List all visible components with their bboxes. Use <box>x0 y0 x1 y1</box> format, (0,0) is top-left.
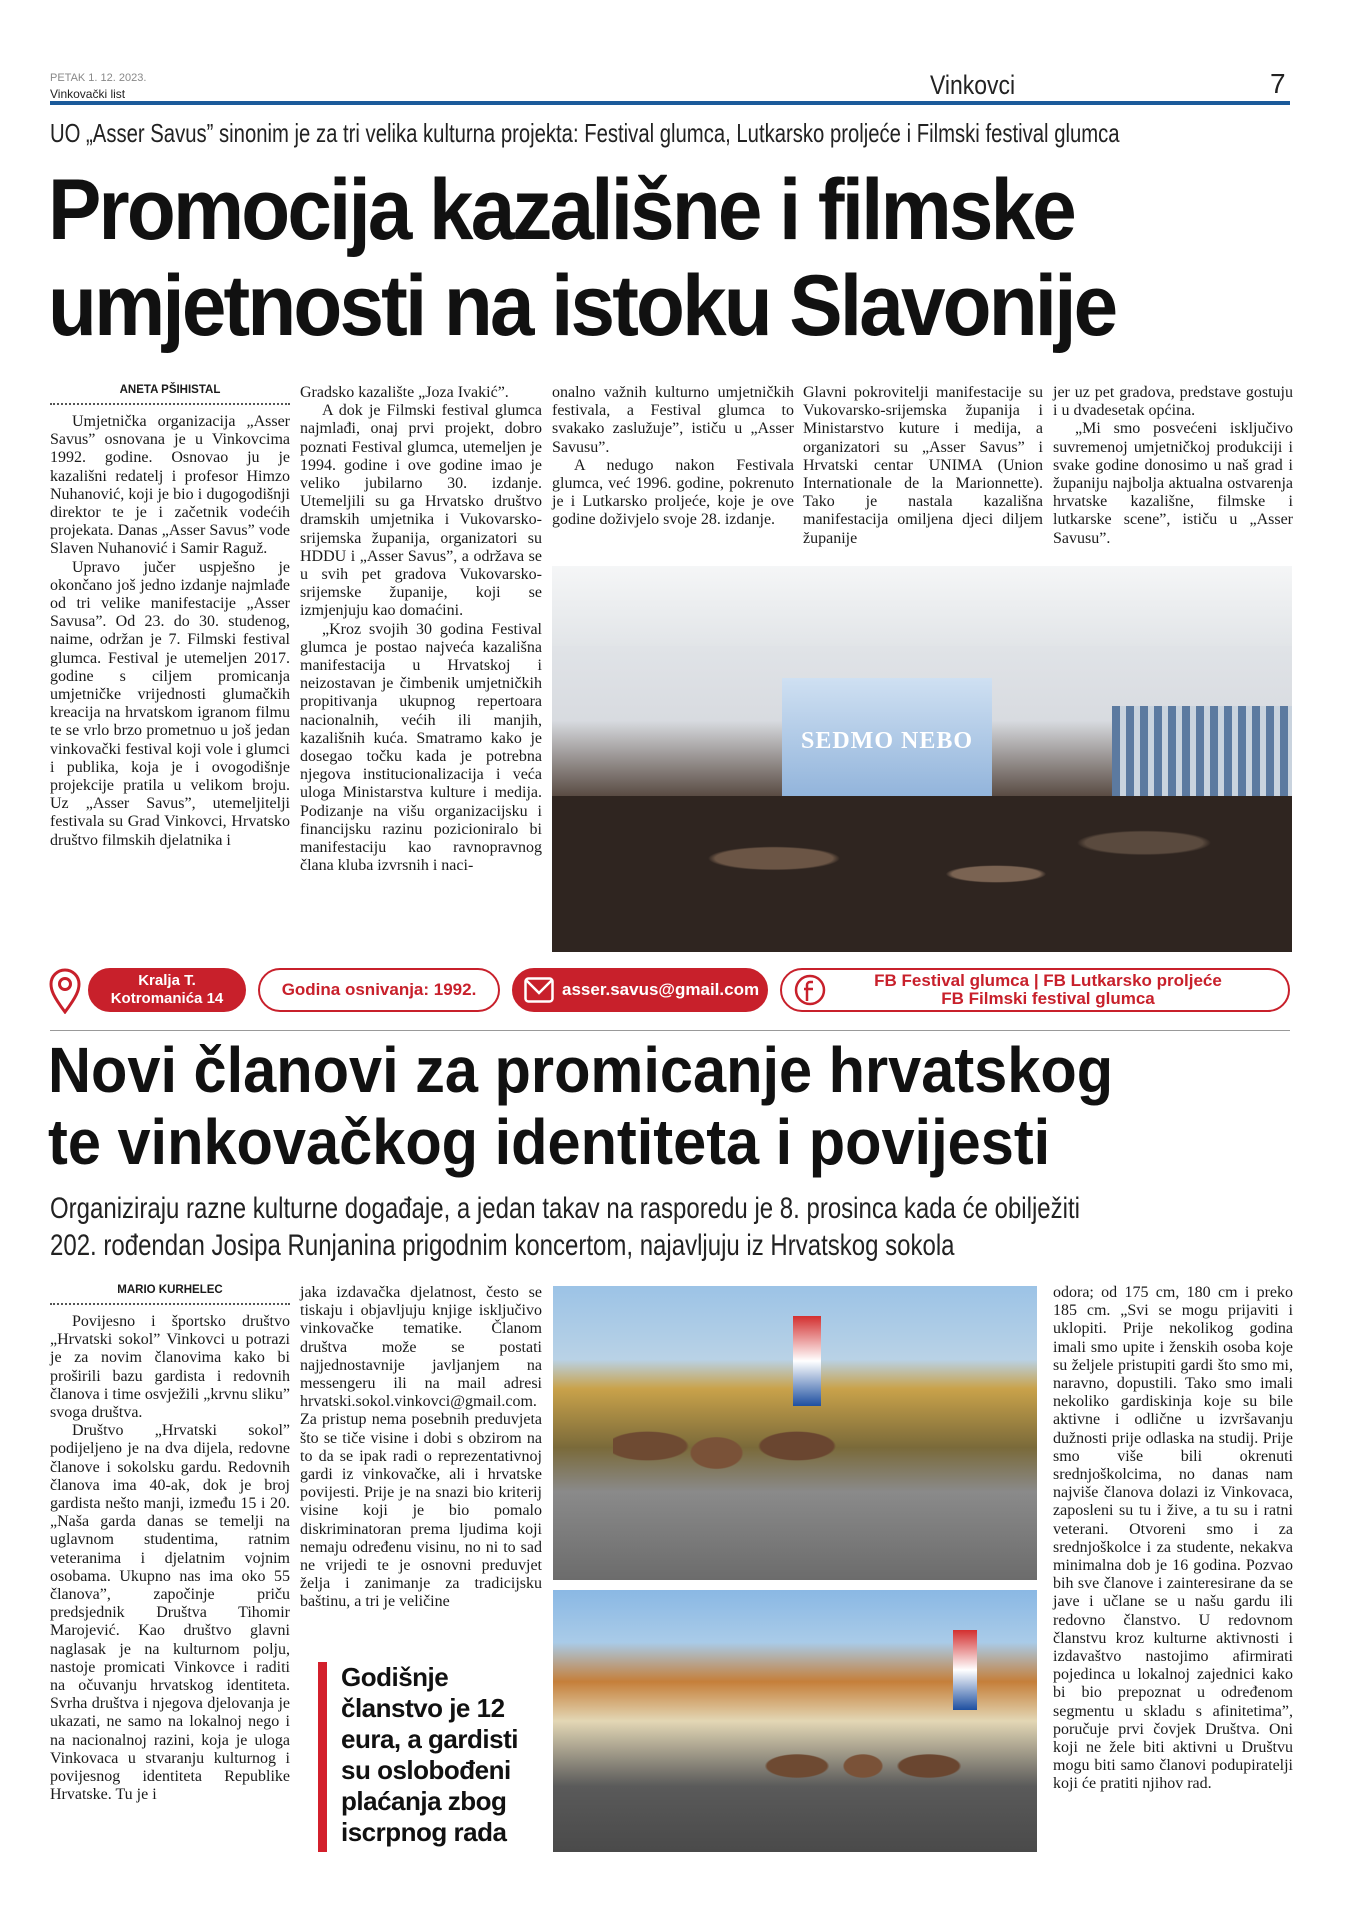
paragraph: A nedugo nakon Festivala glumca, već 1996. godine, pokrenuto je i Lutkarsko proljeće, koje je ove godine doživjelo svoje 28. izdanje. <box>552 456 794 529</box>
facebook-pages: FB Festival glumca | FB Lutkarsko proljeće <box>874 971 1222 990</box>
paragraph: Glavni pokrovitelji manifestacije su Vukovarsko-srijemska županija i Ministarstvo kuture i medija, a organizatori su „Asser Savus” i Hrvatski centar UNIMA (Union Internationale de la Marionnette). Tako je nastala kazališna manifestacija omiljena djeci diljem županije <box>803 384 1043 547</box>
byline: MARIO KURHELEC <box>50 1284 290 1305</box>
headline-line: Novi članovi za promicanje hrvatskog <box>48 1034 1114 1106</box>
issue-date: PETAK 1. 12. 2023. <box>50 72 147 84</box>
paragraph: Društvo „Hrvatski sokol” podijeljeno je na dva dijela, redovne članove i sokolsku gardu. Redovnih članova ima 40-ak, dok je broj gardista nešto manji, između 15 i 20. „Naša garda danas se temelji na uglavnom studentima, ratnim veteranima i djelatnim vojnim osobama. Ukupno nas ima oko 55 članova”, započinje priču predsjednik Društva Tihomir Marojević. Kao društvo glavni naglasak je na kulturnom polju, nastoje promicati Vinkovce i raditi na očuvanju hrvatskog identiteta. Svrha društva i njegova djelovanja je ukazati, ne samo na lokalnoj nego i na nacionalnoj razini, koja je uloga Vinkovaca u stvaranju kulturnog i povijesnog identiteta Republike Hrvatske. Tu je i <box>50 1422 290 1804</box>
article1-headline <box>48 162 1220 354</box>
paragraph: „Kroz svojih 30 godina Festival glumca je postao najveća kazališna manifestacija u Hrvatskoj i neizostavan je čimbenik umjetničkih propitivanja ukupnog repertoara nacionalnih, većih ili manjih, kazališnih kuća. Smatramo kako je dosegao točku kada je potrebna njegova institucionalizacija i veća uloga Ministarstva kulture i medija. Podizanje na višu organizacijsku i financijsku razinu pozicioniralo bi manifestaciju kao ravnopravnog člana kluba izvrsnih i naci- <box>300 620 542 875</box>
paragraph: Umjetnička organizacija „Asser Savus” osnovana je u Vinkovcima 1992. godine. Osnovao ju je kazališni redatelj i profesor Himzo Nuhanović, koji je bio i dugogodišnji direktor te je i začetnik vodećih projekata. Danas „Asser Savus” vode Slaven Nuhanović i Samir Raguž. <box>50 413 290 558</box>
article1-kicker: UO „Asser Savus” sinonim je za tri velika kulturna projekta: Festival glumca, Lutkarsko proljeće i Filmski festival glumca <box>50 118 1120 148</box>
article2-deck <box>50 1190 1080 1264</box>
article2-column-5 <box>1053 1284 1293 1794</box>
section-title: Vinkovci <box>930 70 1016 100</box>
mail-icon <box>524 977 554 1003</box>
address-line: Kotromanića 14 <box>110 990 224 1007</box>
article1-column-2 <box>300 384 542 875</box>
article1-column-5 <box>1053 384 1293 548</box>
article1-column-3 <box>552 384 794 530</box>
newspaper-name: Vinkovački list <box>50 87 126 101</box>
article2-headline <box>48 1034 1113 1178</box>
article-divider <box>50 1030 1290 1031</box>
paragraph: Upravo jučer uspješno je okončano još jedno izdanje najmlađe od tri velike manifestacije „Asser Savusa”. Od 23. do 30. studenog, naime, održan je 7. Filmski festival glumca. Festival je utemeljen 2017. godine s ciljem promicanja umjetničke vrijednosti glumačkih kreacija na hrvatskom igranom filmu te se vrlo brzo prometnuo u još jedan vinkovački festival koji vole i glumci i publika, koja je i ovogodišnje projekcije pratila u velikom broju. Uz „Asser Savus”, utemeljitelji festivala su Grad Vinkovci, Hrvatsko društvo filmskih djelatnika i <box>50 558 290 849</box>
address-badge <box>88 968 246 1012</box>
deck-line: Organiziraju razne kulturne događaje, a jedan takav na rasporedu je 8. prosinca kada će obilježiti <box>50 1192 1080 1225</box>
pull-quote: Godišnje članstvo je 12 eura, a gardisti su oslobođeni plaćanja zbog iscrpnog rada <box>318 1662 548 1852</box>
facebook-pages: FB Filmski festival glumca <box>941 989 1155 1008</box>
paragraph: „Mi smo posvećeni isključivo suvremenoj umjetničkoj produkciji i svake godine donosimo u naš grad i županiju najbolja aktualna ostvarenja hrvatske kazališne, filmske i lutkarske scene”, ističu u „Asser Savusu”. <box>1053 420 1293 547</box>
founded-badge: Godina osnivanja: 1992. <box>258 968 500 1012</box>
cinema-audience-photo <box>552 566 1292 952</box>
paragraph: onalno važnih kulturno umjetničkih festivala, a Festival glumca to svakako zaslužuje”, ističu u „Asser Savusu”. <box>552 384 794 456</box>
guard-march-photo-1 <box>553 1286 1037 1580</box>
paragraph: jaka izdavačka djelatnost, često se tiskaju i objavljuju knjige isključivo vinkovačke tematike. Članom društva može se postati najjednostavnije javljanjem na messengeru ili na mail adresi hrvatski.sokol.vinkovci@gmail.com. Za pristup nema posebnih preduvjeta što se tiče visine i dobi s obzirom na to da se ipak radi o reprezentativnoj gardi iz vinkovačke, ali i hrvatske povijesti. Prije je na snazi bio kriterij visine koji je bio pomalo diskriminatoran prema ljudima koji nemaju određenu visinu, no ni to sad ne vrijedi te je osnovni preduvjet želja i zanimanje za tradicijsku baštinu, a tri je veličine <box>300 1284 542 1611</box>
paragraph: jer uz pet gradova, predstave gostuju i u dvadesetak općina. <box>1053 384 1293 420</box>
paragraph: odora; od 175 cm, 180 cm i preko 185 cm. „Svi se mogu prijaviti i uklopiti. Prije nekolikog godina imali smo upite i ženskih osoba koje su željele pristupiti gardi što smo mi, naravno, dopustili. Tako smo imali nekoliko gardiskinja koje su bile aktivne i odlične u izvršavanju dužnosti prije odlaska na studij. Prije smo više bili okrenuti srednjoškolcima, no danas nam najviše članova dolazi iz Vinkovaca, zaposleni su tu i žive, a tu su i ratni veterani. Otvoreni smo i za srednjoškolce i za studente, nekakva minimalna dob je 16 godina. Pozvao bih sve članove i zainteresirane da se jave i učlane se u našu gardu ili redovno članstvo. U redovnom članstvu kroz kulturne aktivnosti i izdavaštvo nastojimo afirmirati pojedinca u lokalnoj zajednici kako bi bio prepoznat u određenom segmentu u skladu s afinitetima”, poručuje prvi čovjek Društva. Oni koji ne žele biti aktivni u Društvu mogu biti samo članovi podupiratelji koji će pratiti njihov rad. <box>1053 1284 1293 1793</box>
article2-column-2 <box>300 1284 542 1612</box>
deck-line: 202. rođendan Josipa Runjanina prigodnim koncertom, najavljuju iz Hrvatskog sokola <box>50 1229 955 1262</box>
header-rule <box>50 101 1290 105</box>
headline-line: Promocija kazališne i filmske <box>48 162 1075 258</box>
facebook-badge[interactable] <box>780 968 1290 1012</box>
location-pin-icon <box>48 968 82 1014</box>
paragraph: Gradsko kazalište „Joza Ivakić”. <box>300 384 509 401</box>
page-number: 7 <box>1270 68 1286 99</box>
email-address[interactable]: asser.savus@gmail.com <box>562 980 760 999</box>
byline: ANETA PŠIHISTAL <box>50 384 290 405</box>
guard-march-photo-2 <box>553 1590 1037 1852</box>
paragraph: Povijesno i športsko društvo „Hrvatski sokol” Vinkovci u potrazi je za novim članovima kako bi proširili bazu gardista i redovnih članova i time osvježili „krvnu sliku” svoga društva. <box>50 1313 290 1422</box>
email-badge[interactable] <box>512 968 768 1012</box>
headline-line: te vinkovačkog identiteta i povijesti <box>48 1106 1051 1178</box>
projection-screen: SEDMO NEBO <box>782 678 992 803</box>
address-line: Kralja T. <box>138 972 196 989</box>
article2-column-1 <box>50 1284 290 1804</box>
article1-column-4 <box>803 384 1043 548</box>
article1-column-1 <box>50 384 290 850</box>
headline-line: umjetnosti na istoku Slavonije <box>48 258 1116 354</box>
paragraph: A dok je Filmski festival glumca najmlađi, onaj prvi projekt, dobro poznati Festival glumca, utemeljen je 1994. godine i ove godine imao je veliko jubilarno 30. izdanje. Utemeljili su ga Hrvatsko društvo dramskih umjetnika i Vukovarsko-srijemska županija, organizatori su HDDU i „Asser Savus”, a održava se u svih pet gradova Vukovarsko-srijemske županije, koji se izmjenjuju kao domaćini. <box>300 402 542 620</box>
facebook-icon <box>794 974 826 1006</box>
